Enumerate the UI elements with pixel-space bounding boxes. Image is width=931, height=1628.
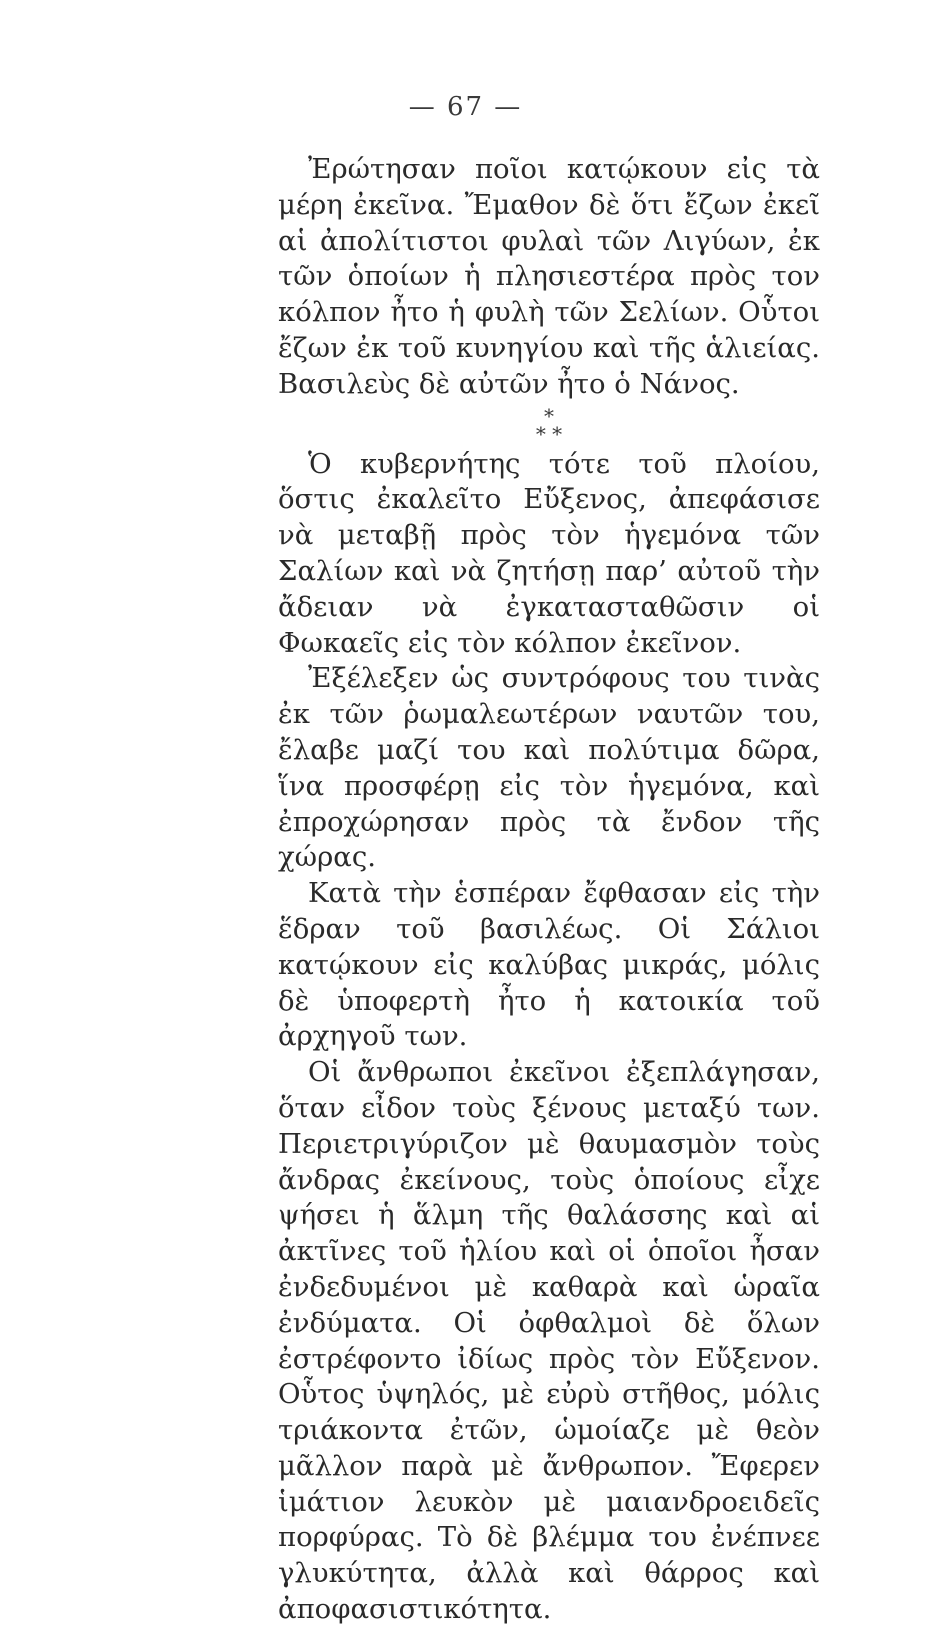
asterism-top: * <box>544 403 554 428</box>
asterism-divider <box>278 403 820 446</box>
paragraph: Κατὰ τὴν ἑσπέραν ἔφθασαν εἰς τὴν ἕδραν τοῦ βασιλέως. Οἱ Σάλιοι κατῴκουν εἰς καλύβας μικράς, μόλις δὲ ὑποφερτὴ ἦτο ἡ κατοικία τοῦ ἀρχηγοῦ των. <box>278 877 820 1053</box>
paragraph: Ἐρώτησαν ποῖοι κατῴκουν εἰς τὰ μέρη ἐκεῖνα. Ἔμαθον δὲ ὅτι ἔζων ἐκεῖ αἱ ἀπολίτιστοι φυλαὶ τῶν Λιγύων, ἐκ τῶν ὁποίων ἡ πλησιεστέρα πρὸς τον κόλπον ἦτο ἡ φυλὴ τῶν Σελίων. Οὗτοι ἔζων ἐκ τοῦ κυνηγίου καὶ τῆς ἁλιείας. Βασιλεὺς δὲ αὐτῶν ἦτο ὁ Νάνος. <box>278 153 820 400</box>
paragraph: Ὁ κυβερνήτης τότε τοῦ πλοίου, ὅστις ἐκαλεῖτο Εὔξενος, ἀπεφάσισε νὰ μεταβῇ πρὸς τὸν ἡγεμόνα τῶν Σαλίων καὶ νὰ ζητήσῃ παρ’ αὐτοῦ τὴν ἄδειαν νὰ ἐγκατασταθῶσιν οἱ Φωκαεῖς εἰς τὸν κόλπον ἐκεῖνον. <box>278 447 820 659</box>
paragraph: Ἐξέλεξεν ὡς συντρόφους του τινὰς ἐκ τῶν ῥωμαλεωτέρων ναυτῶν του, ἔλαβε μαζί του καὶ πολύτιμα δῶρα, ἵνα προσφέρῃ εἰς τὸν ἡγεμόνα, καὶ ἐπροχώρησαν πρὸς τὰ ἔνδον τῆς χώρας. <box>278 662 820 874</box>
page-number: — 67 — <box>408 92 523 122</box>
body-text <box>278 152 820 1628</box>
asterism-bottom: * * <box>535 421 563 446</box>
paragraph: Οἱ ἄνθρωποι ἐκεῖνοι ἐξεπλάγησαν, ὅταν εἶδον τοὺς ξένους μεταξύ των. Περιετριγύριζον μὲ θαυμασμὸν τοὺς ἄνδρας ἐκείνους, τοὺς ὁποίους εἶχε ψήσει ἡ ἅλμη τῆς θαλάσσης καὶ αἱ ἀκτῖνες τοῦ ἡλίου καὶ οἱ ὁποῖοι ἦσαν ἐνδεδυμένοι μὲ καθαρὰ καὶ ὡραῖα ἐνδύματα. Οἱ ὀφθαλμοὶ δὲ ὅλων ἐστρέφοντο ἰδίως πρὸς τὸν Εὔξενον. Οὗτος ὑψηλός, μὲ εὐρὺ στῆθος, μόλις τριάκοντα ἐτῶν, ὡμοίαζε μὲ θεὸν μᾶλλον παρὰ μὲ ἄνθρωπον. Ἔφερεν ἱμάτιον λευκὸν μὲ μαιανδροειδεῖς πορφύρας. Τὸ δὲ βλέμμα του ἐνέπνεε γλυκύτητα, ἀλλὰ καὶ θάρρος καὶ ἀποφασιστικότητα. <box>278 1056 820 1626</box>
